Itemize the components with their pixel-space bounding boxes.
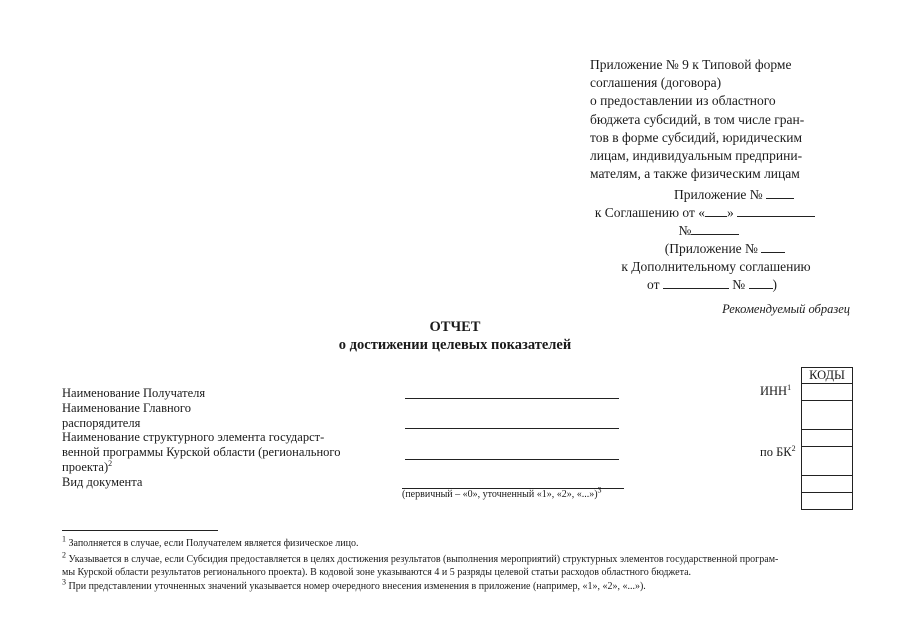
inn-label: [760, 384, 791, 399]
footnote-3-num: 3: [62, 577, 66, 587]
bk-label-text: по БК: [760, 445, 792, 459]
blank-code-cell[interactable]: [802, 401, 853, 430]
doc-type-hint-text: (первичный – «0», уточненный «1», «2», «...»): [402, 489, 598, 500]
agreement-block: [560, 186, 850, 294]
number-sign: №: [732, 277, 746, 292]
footnote-2: [62, 550, 852, 579]
struct-label-2: венной программы Курской области (регионального: [62, 445, 341, 460]
annex-line: бюджета субсидий, в том числе гран-: [590, 111, 805, 127]
footnote-ref-2: 2: [108, 458, 113, 468]
footnote-ref-1: 1: [787, 382, 792, 392]
footnote-1: [62, 534, 852, 550]
annex-number-label: Приложение №: [673, 187, 763, 202]
footnote-2-text: Указывается в случае, если Субсидия предоставляется в целях достижения результатов (выполнения мероприятий) структурных элементов государственной програм-: [68, 554, 779, 565]
additional-date-blank[interactable]: [663, 276, 729, 289]
codes-table: [801, 367, 853, 510]
agreement-date-blank[interactable]: [737, 204, 815, 217]
annex-line: мателям, а также физическим лицам: [590, 166, 800, 182]
footnote-1-num: 1: [62, 534, 66, 544]
close-paren: ): [772, 277, 777, 292]
annex-line: о предоставлении из областного: [590, 93, 776, 109]
struct-label-1: Наименование структурного элемента государст-: [62, 430, 325, 445]
bk-code-cell[interactable]: [802, 447, 853, 476]
additional-number-blank[interactable]: [749, 276, 773, 289]
doc-type-code-cell[interactable]: [802, 476, 853, 493]
codes-header: КОДЫ: [802, 368, 853, 384]
recipient-name-label: Наименование Получателя: [62, 386, 206, 400]
inn-label-text: ИНН: [760, 384, 788, 398]
manager-code-cell[interactable]: [802, 430, 853, 447]
footnote-3: [62, 577, 852, 593]
footnote-1-text: Заполняется в случае, если Получателем является физическое лицо.: [68, 538, 359, 549]
annex-line: соглашения (договора): [590, 75, 722, 91]
annex-line: лицам, индивидуальным предприни-: [590, 148, 803, 164]
paren-annex-label: (Приложение №: [664, 241, 758, 256]
agreement-number-sign: №: [678, 223, 692, 238]
agreement-day-blank[interactable]: [705, 204, 727, 217]
report-subtitle: о достижении целевых показателей: [338, 337, 572, 353]
paren-annex-blank[interactable]: [761, 240, 785, 253]
recommended-sample: Рекомендуемый образец: [722, 302, 850, 316]
recipient-name-line[interactable]: [405, 398, 619, 399]
footnote-ref-2b: 2: [791, 443, 796, 453]
footnote-2-num: 2: [62, 550, 66, 560]
field-labels: [62, 386, 372, 490]
struct-label-3: проекта): [62, 459, 109, 474]
bk-label: [760, 445, 796, 460]
from-label: от: [647, 277, 660, 292]
doc-type-hint: [402, 485, 602, 500]
footnote-2-cont: мы Курской области результатов регионального проекта). В кодовой зоне указываются 4 и 5 разряды целевой статьи расходов областного бюджета.: [62, 567, 692, 578]
extra-code-cell[interactable]: [802, 493, 853, 510]
agreement-from-label: к Соглашению от: [594, 205, 695, 220]
struct-element-line[interactable]: [405, 459, 619, 460]
main-manager-line[interactable]: [405, 428, 619, 429]
inn-code-cell[interactable]: [802, 384, 853, 401]
footnote-ref-3: 3: [597, 485, 602, 495]
report-title-block: [300, 318, 610, 354]
footnote-3-text: При представлении уточненных значений указывается номер очередного внесения изменения в приложение (например, «1», «2», «...»).: [68, 581, 646, 592]
main-manager-label-1: Наименование Главного: [62, 400, 191, 415]
quote-open: «: [698, 205, 706, 220]
agreement-number-blank[interactable]: [691, 222, 739, 235]
footnote-separator: [62, 530, 218, 531]
additional-agreement-label: к Дополнительному соглашению: [621, 259, 811, 274]
main-manager-label-2: распорядителя: [62, 415, 141, 430]
doc-type-label: Вид документа: [62, 474, 143, 489]
report-title: ОТЧЕТ: [429, 319, 481, 335]
annex-line: тов в форме субсидий, юридическим: [590, 129, 803, 145]
annex-header: [590, 56, 850, 183]
quote-close: »: [727, 205, 734, 220]
annex-number-blank[interactable]: [766, 186, 794, 199]
annex-line: Приложение № 9 к Типовой форме: [590, 57, 792, 72]
